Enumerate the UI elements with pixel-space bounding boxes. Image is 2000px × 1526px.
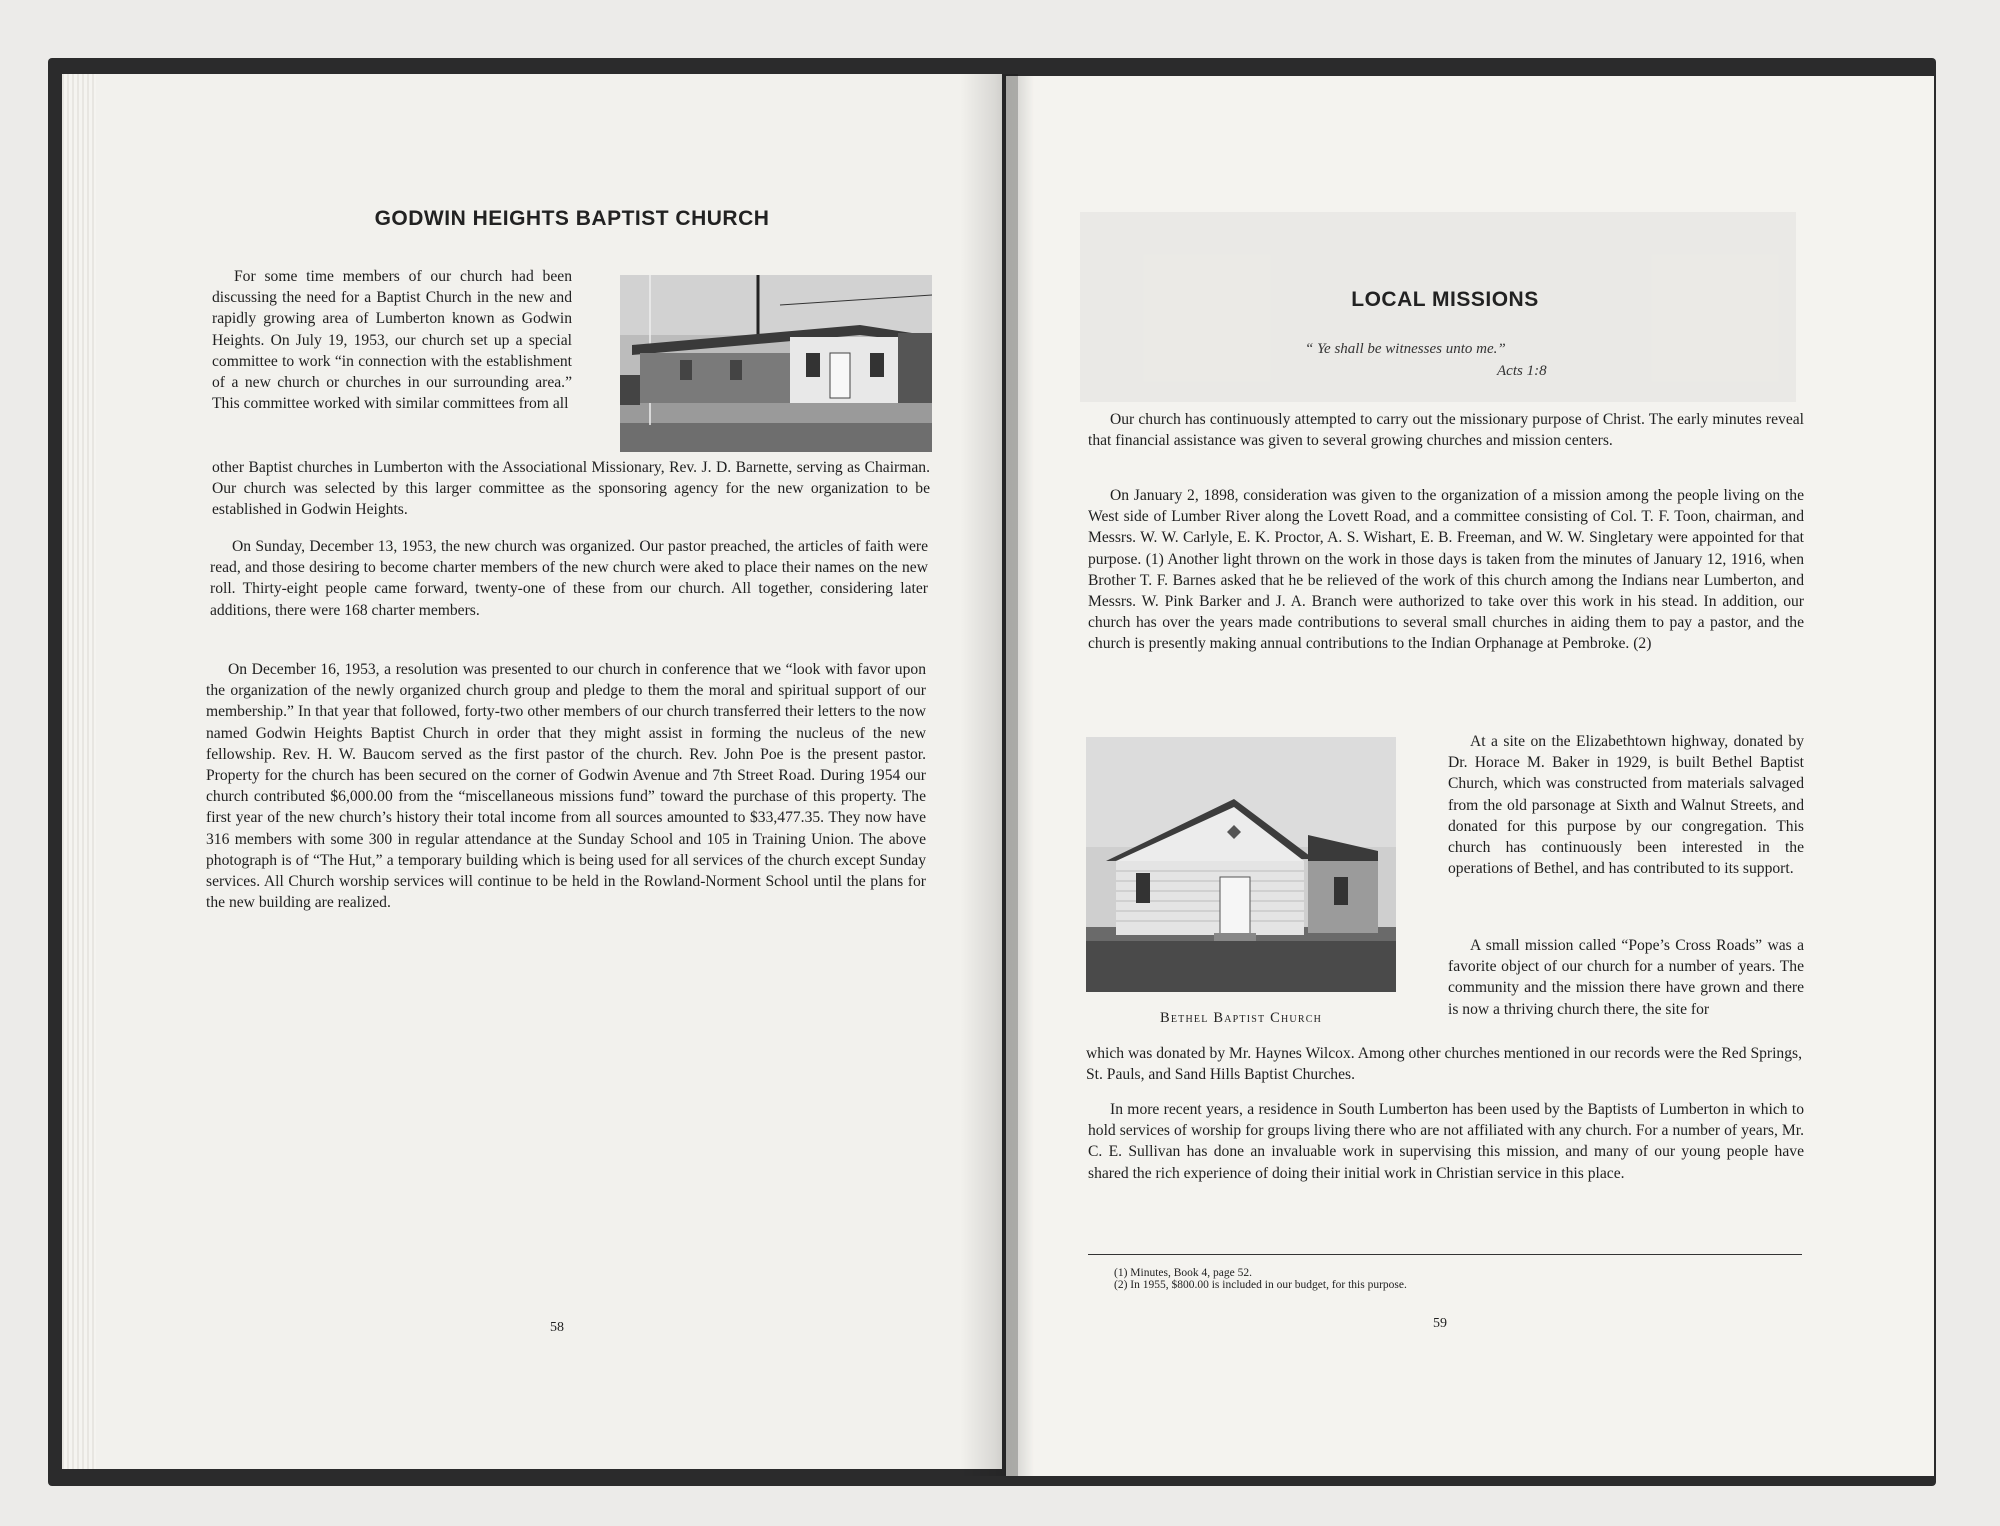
left-page-number: 58: [550, 1320, 564, 1335]
bethel-photo-caption: Bethel Baptist Church: [1159, 1010, 1323, 1026]
book-gutter-shadow-right: [1006, 76, 1034, 1476]
page-edges: [62, 74, 96, 1469]
left-paragraph-1-continued: other Baptist churches in Lumberton with the Associational Missionary, Rev. J. D. Barnette, serving as Chairman. Our church was selected by this larger committee as the sponsoring agency for the new organization to be established in Godwin Heights.: [212, 459, 930, 519]
bethel-church-photo: [1086, 737, 1396, 992]
hut-photo: [620, 275, 932, 452]
right-paragraph-3: At a site on the Elizabethtown highway, donated by Dr. Horace M. Baker in 1929, is built Bethel Baptist Church, which was constructed from materials salvaged from the old parsonage at Sixth and Walnut Streets, and donated for this purpose by our congregation. This church has continuously been interested in the operations of Bethel, and has contributed to its support.: [1448, 733, 1804, 878]
right-page-title: LOCAL MISSIONS: [1351, 288, 1539, 311]
right-paragraph-4-continued: which was donated by Mr. Haynes Wilcox. Among other churches mentioned in our records were the Red Springs, St. Pauls, and Sand Hills Baptist Churches.: [1086, 1045, 1802, 1084]
epigraph-quote: “ Ye shall be witnesses unto me.”: [1305, 341, 1506, 357]
footnote-1: (1) Minutes, Book 4, page 52.: [1114, 1267, 1252, 1279]
left-page-title: GODWIN HEIGHTS BAPTIST CHURCH: [374, 207, 770, 230]
left-paragraph-2: On Sunday, December 13, 1953, the new church was organized. Our pastor preached, the articles of faith were read, and those desiring to become charter members of the new church were aked to place their names on the new roll. Thirty-eight people came forward, twenty-one of these from our church. All together, considering later additions, there were 168 charter members.: [210, 538, 928, 619]
footnote-2: (2) In 1955, $800.00 is included in our budget, for this purpose.: [1114, 1279, 1407, 1291]
right-paragraph-2: On January 2, 1898, consideration was given to the organization of a mission among the people living on the West side of Lumber River along the Lovett Road, and a committee consisting of Col. T. F. Toon, chairman, and Messrs. W. W. Carlyle, E. K. Proctor, A. S. Wishart, E. B. Freeman, and W. W. Singletary were appointed for that purpose. (1) Another light thrown on the work in those days is taken from the minutes of January 12, 1916, when Brother T. F. Barnes asked that he be relieved of the work of this church among the Indians near Lumberton, and Messrs. W. Pink Barker and J. A. Branch were authorized to take over this work in his stead. In addition, our church has over the years made contributions to several small churches in aiding them to pay a pastor, and the church is presently making annual contributions to the Indian Orphanage at Pembroke. (2): [1088, 487, 1804, 653]
left-paragraph-1: For some time members of our church had been discussing the need for a Baptist Church in the new and rapidly growing area of Lumberton known as Godwin Heights. On July 19, 1953, our church set up a special committee to work “in connection with the establishment of a new church or churches in our surrounding area.” This committee worked with similar committees from all: [212, 268, 572, 413]
right-paragraph-4: A small mission called “Pope’s Cross Roads” was a favorite object of our church for a number of years. The community and the mission there have grown and there is now a thriving church there, the site for: [1448, 937, 1804, 1018]
left-paragraph-3: On December 16, 1953, a resolution was presented to our church in conference that we “look with favor upon the organization of the newly organized church group and pledge to them the moral and spiritual support of our membership.” In that year that followed, forty-two other members of our church transferred their letters to the now named Godwin Heights Baptist Church in order that they might assist in forming the nucleus of the new fellowship. Rev. H. W. Baucom served as the first pastor of the church. Rev. John Poe is the present pastor. Property for the church has been secured on the corner of Godwin Avenue and 7th Street Road. During 1954 our church contributed $6,000.00 from the “miscellaneous missions fund” toward the purchase of this property. The first year of the new church’s history their total income from all sources amounted to $33,477.35. They now have 316 members with some 300 in regular attendance at the Sunday School and 105 in Training Union. The above photograph is of “The Hut,” a temporary building which is being used for all services of the church except Sunday services. All Church worship services will continue to be held in the Rowland-Norment School until the plans for the new building are realized.: [206, 661, 926, 912]
right-paragraph-5: In more recent years, a residence in South Lumberton has been used by the Baptists of Lumberton in which to hold services of worship for groups living there who are not affiliated with any church. For a number of years, Mr. C. E. Sullivan has done an invaluable work in supervising this mission, and many of our young people have shared the rich experience of doing their initial work in Christian service in this place.: [1088, 1101, 1804, 1182]
footnote-rule: [1088, 1254, 1802, 1255]
right-page-number: 59: [1433, 1316, 1447, 1331]
right-paragraph-1: Our church has continuously attempted to carry out the missionary purpose of Christ. The early minutes reveal that financial assistance was given to several growing churches and mission centers.: [1088, 411, 1804, 450]
epigraph-citation: Acts 1:8: [1497, 363, 1547, 379]
